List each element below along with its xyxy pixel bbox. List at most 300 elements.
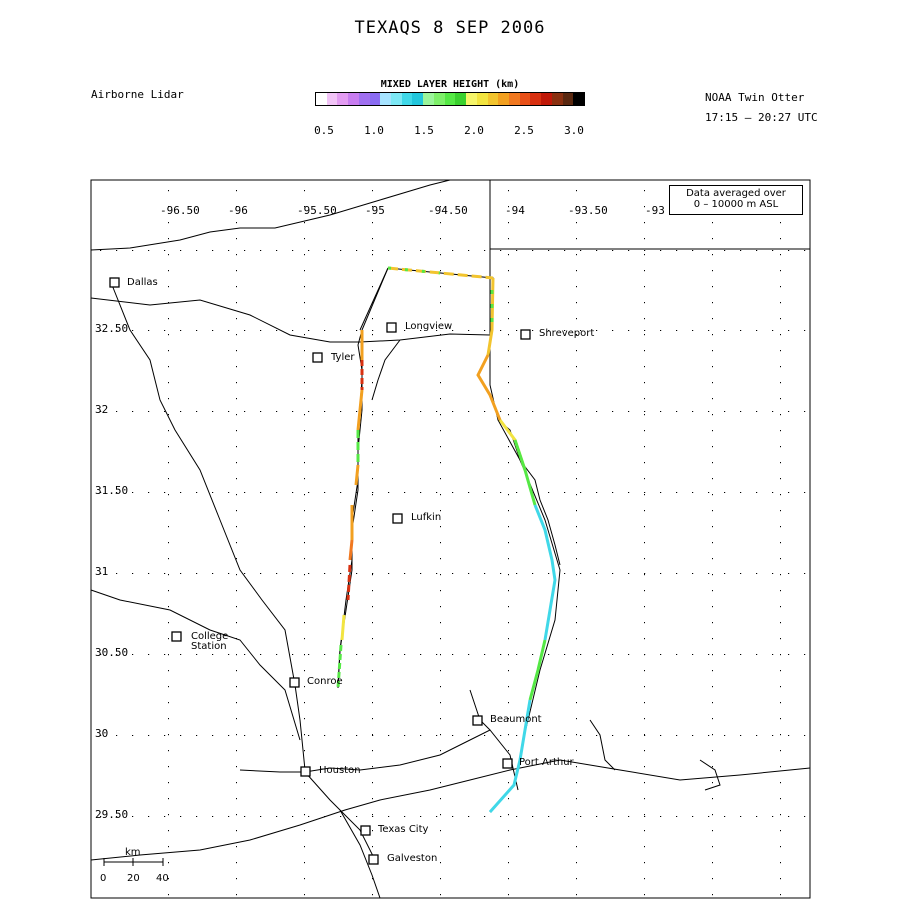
grid-dot (660, 735, 661, 736)
grid-dot (644, 446, 645, 447)
grid-dot (236, 318, 237, 319)
grid-dot (236, 622, 237, 623)
grid-dot (116, 250, 117, 251)
grid-dot (404, 816, 405, 817)
grid-dot (212, 411, 213, 412)
grid-dot (532, 330, 533, 331)
lon-label: -95.50 (297, 204, 337, 217)
grid-dot (420, 492, 421, 493)
grid-dot (168, 590, 169, 591)
grid-dot (780, 478, 781, 479)
grid-dot (508, 798, 509, 799)
grid-dot (356, 735, 357, 736)
grid-dot (168, 734, 169, 735)
grid-dot (236, 670, 237, 671)
city-label: Houston (319, 765, 361, 776)
grid-dot (440, 718, 441, 719)
grid-dot (780, 238, 781, 239)
grid-dot (576, 814, 577, 815)
grid-dot (780, 430, 781, 431)
grid-dot (508, 558, 509, 559)
grid-dot (712, 670, 713, 671)
grid-dot (644, 670, 645, 671)
grid-dot (260, 654, 261, 655)
grid-dot (148, 654, 149, 655)
grid-dot (508, 654, 509, 655)
grid-dot (304, 798, 305, 799)
grid-dot (712, 494, 713, 495)
grid-dot (292, 250, 293, 251)
colorbar-tick-label: 1.0 (364, 124, 384, 137)
grid-dot (788, 492, 789, 493)
grid-dot (508, 526, 509, 527)
grid-dot (576, 846, 577, 847)
grid-dot (168, 542, 169, 543)
grid-dot (576, 286, 577, 287)
lat-label: 29.50 (95, 808, 129, 821)
grid-dot (372, 250, 373, 251)
grid-dot (712, 654, 713, 655)
grid-dot (596, 492, 597, 493)
grid-dot (436, 816, 437, 817)
grid-dot (740, 816, 741, 817)
grid-dot (508, 350, 509, 351)
grid-dot (440, 286, 441, 287)
grid-dot (740, 330, 741, 331)
grid-dot (644, 190, 645, 191)
grid-dot (372, 430, 373, 431)
grid-dot (236, 766, 237, 767)
grid-dot (132, 573, 133, 574)
grid-dot (564, 573, 565, 574)
colorbar-title: MIXED LAYER HEIGHT (km) (380, 79, 520, 90)
grid-dot (196, 654, 197, 655)
city-label: Port Arthur (519, 757, 574, 768)
grid-dot (500, 816, 501, 817)
grid-dot (804, 816, 805, 817)
grid-dot (484, 250, 485, 251)
grid-dot (304, 478, 305, 479)
grid-dot (236, 366, 237, 367)
grid-dot (372, 606, 373, 607)
grid-dot (708, 330, 709, 331)
grid-dot (580, 735, 581, 736)
grid-dot (324, 250, 325, 251)
lon-label: -94.50 (428, 204, 468, 217)
grid-dot (236, 718, 237, 719)
grid-dot (440, 590, 441, 591)
grid-dot (500, 573, 501, 574)
grid-dot (304, 526, 305, 527)
grid-dot (304, 494, 305, 495)
grid-dot (576, 526, 577, 527)
city-label: Galveston (387, 853, 438, 864)
grid-dot (436, 250, 437, 251)
grid-dot (388, 654, 389, 655)
grid-dot (576, 830, 577, 831)
grid-dot (236, 702, 237, 703)
grid-dot (508, 462, 509, 463)
grid-dot (740, 735, 741, 736)
grid-dot (692, 330, 693, 331)
grid-dot (372, 350, 373, 351)
grid-dot (644, 318, 645, 319)
grid-dot (576, 254, 577, 255)
grid-dot (292, 330, 293, 331)
grid-dot (168, 238, 169, 239)
grid-dot (708, 250, 709, 251)
grid-dot (508, 478, 509, 479)
grid-dot (580, 654, 581, 655)
grid-dot (468, 816, 469, 817)
grid-dot (576, 510, 577, 511)
grid-dot (576, 430, 577, 431)
grid-dot (388, 735, 389, 736)
grid-dot (440, 222, 441, 223)
grid-dot (304, 638, 305, 639)
grid-dot (372, 494, 373, 495)
grid-dot (548, 573, 549, 574)
grid-dot (304, 286, 305, 287)
grid-dot (372, 254, 373, 255)
grid-dot (148, 250, 149, 251)
grid-dot (236, 270, 237, 271)
grid-dot (712, 366, 713, 367)
grid-dot (440, 542, 441, 543)
grid-dot (712, 622, 713, 623)
grid-dot (168, 670, 169, 671)
grid-dot (780, 638, 781, 639)
grid-dot (644, 830, 645, 831)
grid-dot (548, 411, 549, 412)
grid-dot (576, 590, 577, 591)
grid-dot (576, 718, 577, 719)
grid-dot (712, 830, 713, 831)
grid-dot (168, 846, 169, 847)
grid-dot (228, 573, 229, 574)
grid-dot (168, 766, 169, 767)
grid-dot (508, 270, 509, 271)
grid-dot (372, 782, 373, 783)
grid-dot (660, 573, 661, 574)
grid-dot (308, 573, 309, 574)
grid-dot (756, 573, 757, 574)
grid-dot (440, 254, 441, 255)
grid-dot (500, 330, 501, 331)
grid-dot (804, 411, 805, 412)
grid-dot (628, 654, 629, 655)
grid-dot (804, 573, 805, 574)
grid-dot (304, 654, 305, 655)
grid-dot (516, 654, 517, 655)
grid-dot (168, 526, 169, 527)
grid-dot (780, 894, 781, 895)
grid-dot (436, 411, 437, 412)
grid-dot (548, 492, 549, 493)
grid-dot (712, 302, 713, 303)
grid-dot (576, 622, 577, 623)
grid-dot (780, 414, 781, 415)
grid-dot (692, 411, 693, 412)
grid-dot (676, 250, 677, 251)
grid-dot (440, 862, 441, 863)
grid-dot (212, 330, 213, 331)
grid-dot (404, 250, 405, 251)
grid-dot (276, 250, 277, 251)
city-marker-icon (361, 826, 370, 835)
grid-dot (576, 734, 577, 735)
grid-dot (236, 830, 237, 831)
grid-dot (644, 558, 645, 559)
grid-dot (676, 492, 677, 493)
grid-dot (276, 411, 277, 412)
grid-dot (576, 366, 577, 367)
grid-dot (356, 816, 357, 817)
grid-dot (440, 398, 441, 399)
grid-dot (304, 430, 305, 431)
grid-dot (780, 270, 781, 271)
grid-dot (576, 190, 577, 191)
grid-dot (644, 430, 645, 431)
grid-dot (260, 735, 261, 736)
grid-dot (212, 654, 213, 655)
grid-dot (236, 462, 237, 463)
grid-dot (168, 606, 169, 607)
grid-dot (644, 702, 645, 703)
grid-dot (580, 573, 581, 574)
grid-dot (644, 654, 645, 655)
grid-dot (292, 573, 293, 574)
grid-dot (516, 573, 517, 574)
grid-dot (304, 782, 305, 783)
grid-dot (168, 318, 169, 319)
grid-dot (596, 250, 597, 251)
grid-dot (168, 558, 169, 559)
grid-dot (772, 573, 773, 574)
grid-dot (780, 510, 781, 511)
grid-dot (168, 702, 169, 703)
colorbar-tick-label: 2.5 (514, 124, 534, 137)
grid-dot (324, 330, 325, 331)
grid-dot (644, 238, 645, 239)
grid-dot (712, 702, 713, 703)
grid-dot (308, 816, 309, 817)
lon-label: -94 (505, 204, 525, 217)
grid-dot (644, 750, 645, 751)
grid-dot (692, 250, 693, 251)
grid-dot (576, 414, 577, 415)
grid-dot (576, 798, 577, 799)
grid-dot (712, 510, 713, 511)
grid-dot (580, 411, 581, 412)
grid-dot (304, 830, 305, 831)
grid-dot (304, 350, 305, 351)
grid-dot (440, 350, 441, 351)
grid-dot (440, 782, 441, 783)
grid-dot (508, 814, 509, 815)
grid-dot (576, 654, 577, 655)
grid-dot (660, 492, 661, 493)
grid-dot (304, 894, 305, 895)
grid-dot (660, 411, 661, 412)
city-marker-icon (172, 632, 181, 641)
grid-dot (132, 330, 133, 331)
grid-dot (692, 735, 693, 736)
grid-dot (500, 492, 501, 493)
grid-dot (236, 430, 237, 431)
grid-dot (644, 638, 645, 639)
grid-dot (516, 735, 517, 736)
grid-dot (420, 654, 421, 655)
grid-dot (388, 250, 389, 251)
grid-dot (276, 654, 277, 655)
grid-dot (244, 816, 245, 817)
grid-dot (508, 302, 509, 303)
grid-dot (168, 894, 169, 895)
grid-dot (712, 734, 713, 735)
grid-dot (236, 878, 237, 879)
grid-dot (612, 250, 613, 251)
grid-dot (712, 286, 713, 287)
grid-dot (372, 492, 373, 493)
city-marker-icon (387, 323, 396, 332)
grid-dot (580, 816, 581, 817)
grid-dot (676, 654, 677, 655)
grid-dot (236, 222, 237, 223)
grid-dot (644, 590, 645, 591)
grid-dot (440, 494, 441, 495)
grid-dot (712, 894, 713, 895)
grid-dot (788, 330, 789, 331)
grid-dot (276, 492, 277, 493)
grid-dot (508, 446, 509, 447)
city-marker-icon (503, 759, 512, 768)
grid-dot (452, 573, 453, 574)
grid-dot (508, 686, 509, 687)
city-marker-icon (473, 716, 482, 725)
grid-dot (724, 330, 725, 331)
grid-dot (500, 250, 501, 251)
grid-dot (372, 816, 373, 817)
grid-dot (576, 638, 577, 639)
grid-dot (372, 894, 373, 895)
grid-dot (484, 816, 485, 817)
grid-dot (780, 798, 781, 799)
grid-dot (212, 735, 213, 736)
grid-dot (516, 816, 517, 817)
grid-dot (372, 702, 373, 703)
grid-dot (244, 250, 245, 251)
grid-dot (440, 894, 441, 895)
grid-dot (404, 654, 405, 655)
grid-dot (404, 492, 405, 493)
city-marker-icon (110, 278, 119, 287)
scale-label: 20 (127, 873, 140, 884)
grid-dot (644, 798, 645, 799)
grid-dot (712, 414, 713, 415)
grid-dot (236, 814, 237, 815)
grid-dot (644, 334, 645, 335)
grid-dot (780, 734, 781, 735)
grid-dot (436, 654, 437, 655)
grid-dot (780, 702, 781, 703)
grid-dot (644, 492, 645, 493)
grid-dot (612, 492, 613, 493)
grid-dot (712, 478, 713, 479)
grid-dot (420, 411, 421, 412)
grid-dot (304, 414, 305, 415)
grid-dot (644, 526, 645, 527)
grid-dot (236, 446, 237, 447)
grid-dot (788, 816, 789, 817)
grid-dot (644, 302, 645, 303)
grid-dot (260, 492, 261, 493)
grid-dot (712, 686, 713, 687)
grid-dot (724, 411, 725, 412)
city-label: Station (191, 641, 227, 652)
grid-dot (712, 878, 713, 879)
grid-dot (440, 766, 441, 767)
grid-dot (576, 222, 577, 223)
grid-dot (712, 350, 713, 351)
grid-dot (508, 238, 509, 239)
grid-dot (780, 686, 781, 687)
grid-dot (772, 330, 773, 331)
grid-dot (788, 573, 789, 574)
grid-dot (372, 366, 373, 367)
grid-dot (440, 798, 441, 799)
grid-dot (168, 750, 169, 751)
grid-dot (628, 411, 629, 412)
grid-dot (756, 816, 757, 817)
grid-dot (780, 862, 781, 863)
grid-dot (440, 846, 441, 847)
grid-dot (388, 573, 389, 574)
grid-dot (612, 330, 613, 331)
grid-dot (772, 654, 773, 655)
grid-dot (372, 638, 373, 639)
grid-dot (712, 542, 713, 543)
grid-dot (712, 254, 713, 255)
grid-dot (372, 190, 373, 191)
grid-dot (780, 846, 781, 847)
grid-dot (148, 816, 149, 817)
grid-dot (276, 330, 277, 331)
grid-dot (508, 286, 509, 287)
grid-dot (260, 250, 261, 251)
grid-dot (644, 270, 645, 271)
grid-dot (780, 494, 781, 495)
grid-dot (212, 573, 213, 574)
grid-dot (372, 798, 373, 799)
grid-dot (116, 735, 117, 736)
grid-dot (308, 411, 309, 412)
grid-dot (532, 573, 533, 574)
grid-dot (628, 816, 629, 817)
grid-dot (304, 558, 305, 559)
grid-dot (564, 492, 565, 493)
grid-dot (756, 250, 757, 251)
grid-dot (724, 816, 725, 817)
grid-dot (168, 270, 169, 271)
grid-dot (576, 302, 577, 303)
grid-dot (724, 250, 725, 251)
grid-dot (596, 735, 597, 736)
grid-dot (304, 366, 305, 367)
grid-dot (576, 350, 577, 351)
grid-dot (548, 735, 549, 736)
grid-dot (196, 492, 197, 493)
